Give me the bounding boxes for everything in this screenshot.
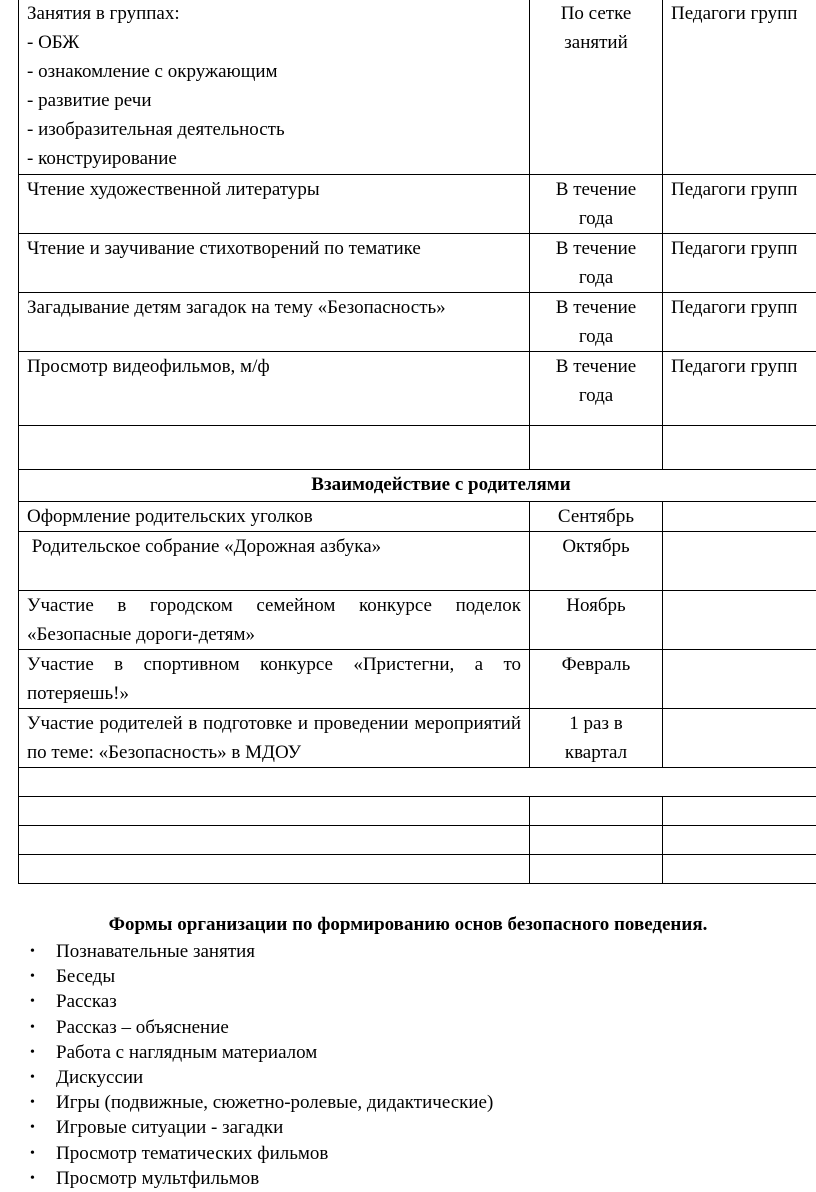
- table-row: [19, 0, 816, 175]
- activity-cell: Просмотр видеофильмов, м/ф: [19, 352, 530, 426]
- bullet-icon: •: [30, 994, 35, 1010]
- forms-list: [0, 939, 493, 1191]
- empty-cell: [663, 826, 816, 855]
- period-cell: [530, 352, 663, 426]
- table-row: [19, 532, 816, 591]
- list-item: [0, 1065, 493, 1090]
- period-line: В течение: [555, 356, 637, 377]
- activity-line: - конструирование: [27, 148, 177, 169]
- empty-row: [19, 855, 816, 884]
- responsible-cell: Педагоги групп: [663, 175, 816, 234]
- empty-row: [19, 768, 816, 797]
- empty-cell: [19, 855, 530, 884]
- period-line: занятий: [564, 32, 628, 53]
- period-cell: Февраль: [530, 650, 663, 709]
- activity-cell: Участие в городском семейном конкурсе поделок «Безопасные дороги-детям»: [19, 591, 530, 650]
- table-row: [19, 502, 816, 532]
- empty-row: [19, 797, 816, 826]
- activity-cell: Участие в спортивном конкурсе «Пристегни, а то потеряешь!»: [19, 650, 530, 709]
- empty-cell: [663, 855, 816, 884]
- list-item: [0, 1115, 493, 1140]
- list-item-label: Просмотр тематических фильмов: [56, 1142, 329, 1164]
- list-item-label: Дискуссии: [56, 1067, 144, 1089]
- table-row: [19, 709, 816, 768]
- bullet-icon: •: [30, 1095, 35, 1111]
- empty-cell: [530, 826, 663, 855]
- period-cell: [530, 175, 663, 234]
- empty-cell: [530, 855, 663, 884]
- list-item-label: Рассказ: [56, 991, 117, 1013]
- bullet-icon: •: [30, 969, 35, 985]
- activity-line: Занятия в группах:: [27, 3, 180, 24]
- activity-line: - ознакомление с окружающим: [27, 61, 278, 82]
- activity-line: - изобразительная деятельность: [27, 119, 285, 140]
- table-row: [19, 293, 816, 352]
- list-item-label: Рассказ – объяснение: [56, 1016, 229, 1038]
- bullet-icon: •: [30, 1070, 35, 1086]
- empty-cell: [663, 502, 816, 532]
- period-cell: Ноябрь: [530, 591, 663, 650]
- period-line: года: [578, 208, 614, 229]
- table-row: [19, 234, 816, 293]
- table-row: [19, 650, 816, 709]
- table-row: [19, 175, 816, 234]
- table-row: [19, 591, 816, 650]
- responsible-cell: Педагоги групп: [663, 352, 816, 426]
- empty-cell: [663, 591, 816, 650]
- list-item: [0, 989, 493, 1014]
- bullet-icon: •: [30, 944, 35, 959]
- empty-cell: [663, 426, 816, 470]
- activity-cell: Загадывание детям загадок на тему «Безопасность»: [19, 293, 530, 352]
- forms-title: Формы организации по формированию основ безопасного поведения.: [108, 914, 708, 935]
- period-cell: Октябрь: [530, 532, 663, 591]
- activity-cell: Участие родителей в подготовке и проведении мероприятий по теме: «Безопасность» в МДОУ: [19, 709, 530, 768]
- period-line: По сетке: [560, 3, 632, 24]
- empty-cell: [663, 650, 816, 709]
- period-cell: [530, 709, 663, 768]
- activity-cell: Родительское собрание «Дорожная азбука»: [19, 532, 530, 591]
- period-cell: [530, 234, 663, 293]
- list-item: [0, 1090, 493, 1115]
- period-line: года: [578, 326, 614, 347]
- empty-cell: [19, 826, 530, 855]
- period-line: 1 раз в: [569, 713, 623, 734]
- empty-cell: [530, 426, 663, 470]
- empty-cell: [530, 797, 663, 826]
- list-item-label: Игры (подвижные, сюжетно-ролевые, дидактические): [56, 1092, 494, 1114]
- list-item: [0, 1040, 493, 1065]
- empty-cell: [19, 797, 530, 826]
- period-line: года: [578, 267, 614, 288]
- activity-cell: Оформление родительских уголков: [19, 502, 530, 532]
- period-cell: Сентябрь: [530, 502, 663, 532]
- bullet-icon: •: [30, 1044, 35, 1060]
- list-item: [0, 1141, 493, 1166]
- list-item: [0, 964, 493, 989]
- empty-cell: [19, 426, 530, 470]
- empty-cell: [663, 797, 816, 826]
- list-item-label: Игровые ситуации - загадки: [56, 1117, 284, 1139]
- bullet-icon: •: [30, 1120, 35, 1136]
- list-item-label: Познавательные занятия: [56, 941, 256, 962]
- activity-cell: [19, 0, 530, 175]
- list-item: [0, 939, 493, 964]
- list-item-label: Беседы: [56, 966, 116, 988]
- bullet-icon: •: [30, 1019, 35, 1035]
- period-cell: [530, 0, 663, 175]
- activity-cell: Чтение и заучивание стихотворений по тематике: [19, 234, 530, 293]
- bullet-icon: •: [30, 1170, 35, 1186]
- responsible-cell: Педагоги групп: [663, 234, 816, 293]
- list-item: [0, 1166, 493, 1191]
- empty-row: [19, 826, 816, 855]
- section-row: [19, 470, 816, 502]
- list-item: [0, 1015, 493, 1040]
- period-cell: [530, 293, 663, 352]
- empty-cell: [663, 532, 816, 591]
- table-row: [19, 352, 816, 426]
- period-line: года: [578, 385, 614, 406]
- list-item-label: Просмотр мультфильмов: [56, 1167, 260, 1189]
- empty-cell: [19, 768, 816, 797]
- section-heading: Взаимодействие с родителями: [19, 470, 816, 502]
- responsible-cell: Педагоги групп: [663, 0, 816, 175]
- period-line: В течение: [555, 179, 637, 200]
- period-line: В течение: [555, 238, 637, 259]
- activities-table: [18, 0, 816, 884]
- responsible-cell: Педагоги групп: [663, 293, 816, 352]
- activity-line: - развитие речи: [27, 90, 152, 111]
- empty-row: [19, 426, 816, 470]
- activity-cell: Чтение художественной литературы: [19, 175, 530, 234]
- bullet-icon: •: [30, 1145, 35, 1161]
- period-line: квартал: [564, 742, 628, 763]
- period-line: В течение: [555, 297, 637, 318]
- list-item-label: Работа с наглядным материалом: [56, 1041, 318, 1063]
- empty-cell: [663, 709, 816, 768]
- activity-line: - ОБЖ: [27, 32, 80, 53]
